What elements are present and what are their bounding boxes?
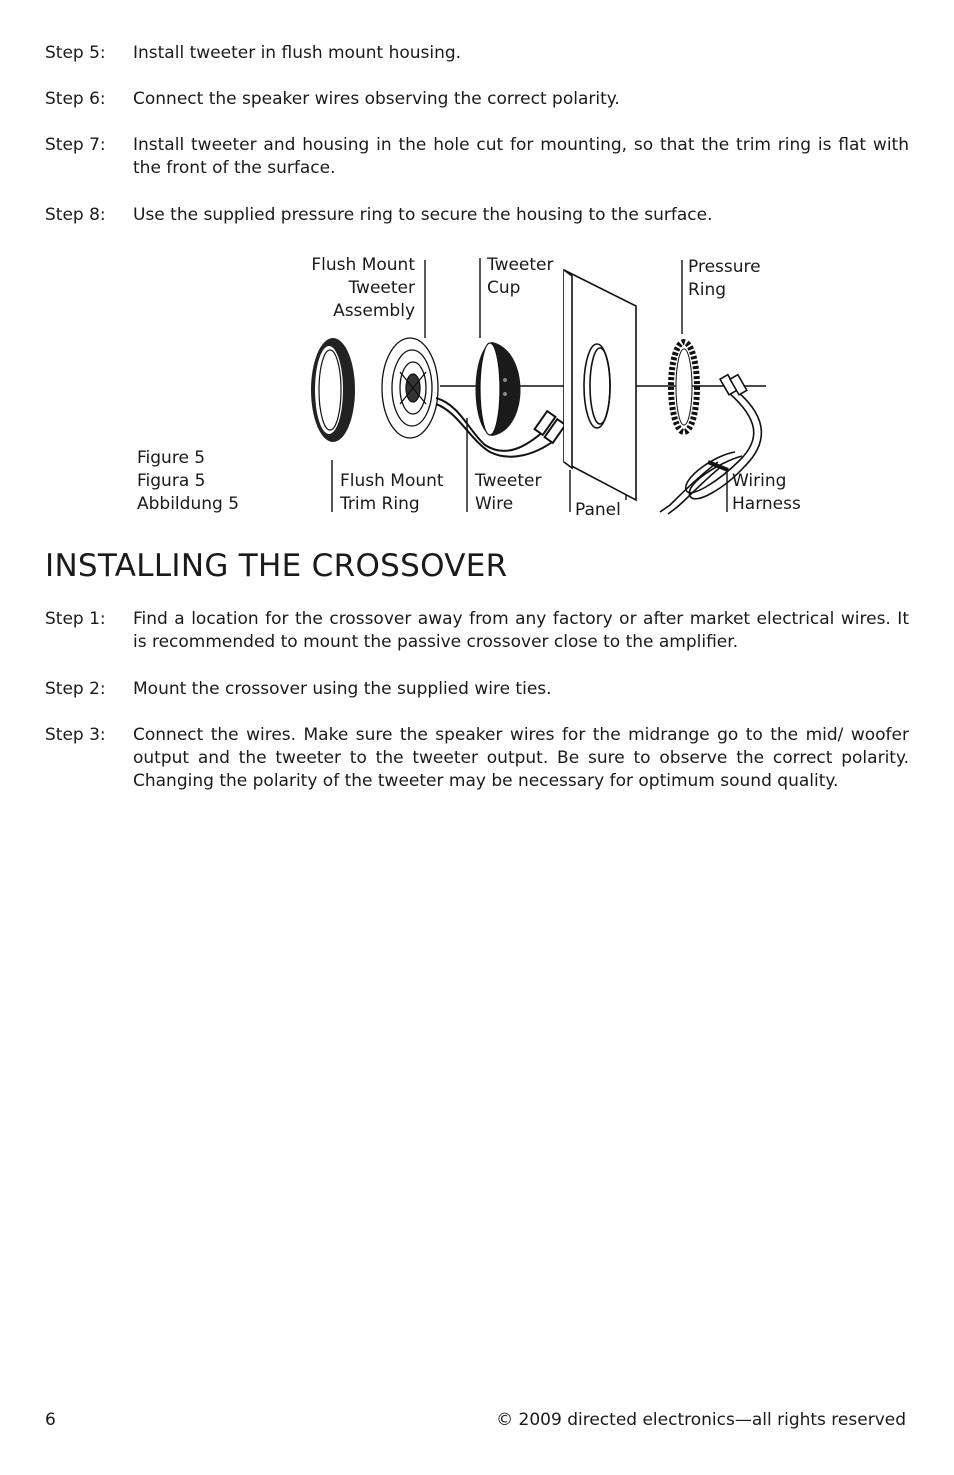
label-line: Assembly (333, 301, 415, 321)
label-line: Flush Mount (340, 471, 444, 491)
tweeter-cup-shape (476, 342, 521, 436)
tweeter-assembly-shape (382, 338, 438, 438)
label-line: Harness (732, 494, 801, 514)
crossover-step-2 (45, 678, 909, 701)
step-number: Step 1: (45, 609, 106, 629)
panel-shape (564, 270, 636, 500)
step-number: Step 8: (45, 205, 106, 225)
label-tweeter-wire (475, 470, 542, 516)
step-text: Connect the wires. Make sure the speaker wires for the midrange go to the mid/ woofer output and the tweeter to the tweeter output. Be sure to observe the correct polarity. Changing the polarity of the tweeter may be necessary for optimum sound quality. (133, 725, 909, 791)
crossover-step-1 (45, 608, 909, 654)
label-line: Tweeter (348, 278, 415, 298)
copyright-notice: © 2009 directed electronics—all rights reserved (496, 1410, 906, 1430)
step-text: Install tweeter and housing in the hole cut for mounting, so that the trim ring is flat with the front of the surface. (133, 135, 909, 178)
label-line: Ring (688, 280, 727, 300)
label-panel (575, 499, 621, 522)
label-wiring-harness (732, 470, 801, 516)
label-pressure-ring (688, 256, 761, 302)
step-number: Step 3: (45, 725, 106, 745)
step-text: Connect the speaker wires observing the correct polarity. (133, 89, 620, 109)
step-number: Step 2: (45, 679, 106, 699)
crossover-step-3 (45, 724, 909, 793)
label-flush-mount-tweeter-assembly (290, 254, 415, 323)
label-line: Tweeter (475, 471, 542, 491)
step-text: Use the supplied pressure ring to secure the housing to the surface. (133, 205, 713, 225)
label-line: Panel (575, 500, 621, 520)
section-title: INSTALLING THE CROSSOVER (45, 548, 508, 584)
label-line: Wiring (732, 471, 787, 491)
label-flush-mount-trim-ring (340, 470, 444, 516)
label-tweeter-cup (487, 254, 554, 300)
label-line: Wire (475, 494, 514, 514)
label-line: Flush Mount (311, 255, 415, 275)
label-line: Cup (487, 278, 521, 298)
step-number: Step 6: (45, 89, 106, 109)
pressure-ring-shape (671, 342, 697, 432)
page-number: 6 (45, 1410, 56, 1430)
caption-line: Abbildung 5 (137, 494, 240, 514)
label-line: Tweeter (487, 255, 554, 275)
trim-ring-shape (311, 338, 355, 442)
figure-caption (137, 447, 239, 516)
step-number: Step 7: (45, 135, 106, 155)
label-line: Pressure (688, 257, 761, 277)
caption-line: Figura 5 (137, 471, 206, 491)
label-line: Trim Ring (340, 494, 420, 514)
step-text: Find a location for the crossover away from any factory or after market electrical wires. It is recommended to mount the passive crossover close to the amplifier. (133, 609, 909, 652)
step-text: Install tweeter in flush mount housing. (133, 43, 462, 63)
step-text: Mount the crossover using the supplied wire ties. (133, 679, 552, 699)
caption-line: Figure 5 (137, 448, 206, 468)
step-number: Step 5: (45, 43, 106, 63)
